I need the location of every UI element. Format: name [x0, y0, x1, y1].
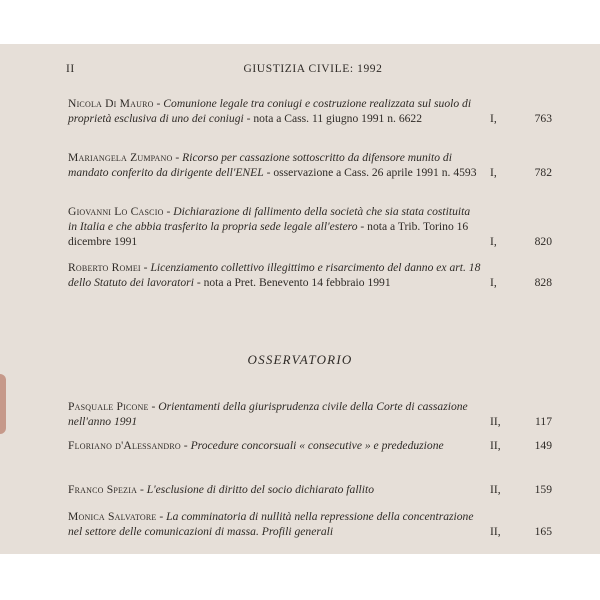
entry-note: - nota a Pret. Benevento 14 febbraio 1991: [193, 276, 391, 289]
entry-author: Franco Spezia: [68, 483, 138, 496]
running-header: [66, 63, 560, 79]
index-entry: Nicola Di Mauro - Comunione legale tra coniugi e costruzione realizzata sul suolo di proprietà esclusiva di uno dei coniugi - nota a Cass. 11 giugno 1991 n. 6622 I, 763: [68, 97, 552, 125]
entry-author: Monica Salvatore: [68, 510, 157, 523]
entry-volume: II,: [490, 439, 501, 452]
entry-volume: II,: [490, 415, 501, 428]
entry-volume: II,: [490, 525, 501, 538]
entry-note: - osservazione a Cass. 26 aprile 1991 n. 4593: [263, 166, 477, 179]
index-entry: Pasquale Picone - Orientamenti della giurisprudenza civile della Corte di cassazione nell'anno 1991 II, 117: [68, 400, 552, 428]
index-entry: Giovanni Lo Cascio - Dichiarazione di fallimento della società che sia stata costituita in Italia e che abbia trasferito la propria sede legale all'estero - nota a Trib. Torino 16 dicembre 1991 I, 820: [68, 205, 552, 248]
entry-page: 763: [534, 112, 552, 125]
entry-volume: I,: [490, 166, 497, 179]
entry-reference: [482, 524, 552, 539]
entry-title: Orientamenti della giurisprudenza civile della Corte di cassazione nell'anno 1991: [68, 400, 468, 428]
entry-title: Ricorso per cassazione sottoscritto da difensore munito di mandato conferito da dirigente dell'ENEL: [68, 151, 452, 179]
entry-reference: [482, 414, 552, 429]
entry-title: L'esclusione di diritto del socio dichiarato fallito: [146, 483, 374, 496]
entry-title: La comminatoria di nullità nella repressione della concentrazione nel settore delle comunicazioni di massa. Profili generali: [68, 510, 474, 538]
index-entry: Franco Spezia - L'esclusione di diritto del socio dichiarato fallito II, 159: [68, 483, 552, 496]
entry-title: Comunione legale tra coniugi e costruzione realizzata sul suolo di proprietà esclusiva di uno dei coniugi: [68, 97, 472, 125]
entry-page: 165: [534, 525, 552, 538]
entry-author: Nicola Di Mauro: [68, 97, 154, 110]
entry-page: 782: [534, 166, 552, 179]
entry-title: Dichiarazione di fallimento della società che sia stata costituita in Italia e che abbia trasferito la propria sede legale all'estero: [68, 205, 471, 233]
index-entry: Monica Salvatore - La comminatoria di nullità nella repressione della concentrazione nel settore delle comunicazioni di massa. Profili generali II, 165: [68, 510, 552, 538]
index-entry: Roberto Romei - Licenziamento collettivo illegittimo e risarcimento del danno ex art. 18 dello Statuto dei lavoratori - nota a Pret. Benevento 14 febbraio 1991 I, 828: [68, 261, 552, 289]
page-number: II: [66, 63, 75, 75]
entry-reference: [482, 482, 552, 497]
entry-page: 149: [534, 439, 552, 452]
entry-title: Licenziamento collettivo illegittimo e risarcimento del danno ex art. 18 dello Statuto dei lavoratori: [68, 261, 481, 289]
entry-page: 159: [534, 483, 552, 496]
entry-volume: II,: [490, 483, 501, 496]
entry-reference: [482, 165, 552, 180]
book-page: [0, 44, 600, 554]
entry-page: 828: [534, 276, 552, 289]
entry-author: Giovanni Lo Cascio: [68, 205, 164, 218]
entry-volume: I,: [490, 112, 497, 125]
entry-author: Floriano d'Alessandro: [68, 439, 181, 452]
page-edge-shadow: [0, 374, 6, 434]
entry-note: - nota a Cass. 11 giugno 1991 n. 6622: [243, 112, 423, 125]
entry-volume: I,: [490, 276, 497, 289]
entry-reference: [482, 438, 552, 453]
entry-reference: [482, 275, 552, 290]
index-entry: Mariangela Zumpano - Ricorso per cassazione sottoscritto da difensore munito di mandato conferito da dirigente dell'ENEL - osservazione a Cass. 26 aprile 1991 n. 4593 I, 782: [68, 151, 552, 179]
entry-page: 117: [535, 415, 552, 428]
entry-page: 820: [534, 235, 552, 248]
index-entry: Floriano d'Alessandro - Procedure concorsuali « consecutive » e prededuzione II, 149: [68, 439, 552, 452]
entry-title: Procedure concorsuali « consecutive » e prededuzione: [190, 439, 444, 452]
entry-author: Pasquale Picone: [68, 400, 149, 413]
journal-title: GIUSTIZIA CIVILE: 1992: [243, 63, 383, 75]
entry-author: Mariangela Zumpano: [68, 151, 173, 164]
entry-reference: [482, 111, 552, 126]
entry-volume: I,: [490, 235, 497, 248]
section-heading: OSSERVATORIO: [247, 352, 353, 367]
entry-note: - nota a Trib. Torino 16 dicembre 1991: [68, 220, 469, 248]
entry-author: Roberto Romei: [68, 261, 141, 274]
entry-reference: [482, 234, 552, 249]
